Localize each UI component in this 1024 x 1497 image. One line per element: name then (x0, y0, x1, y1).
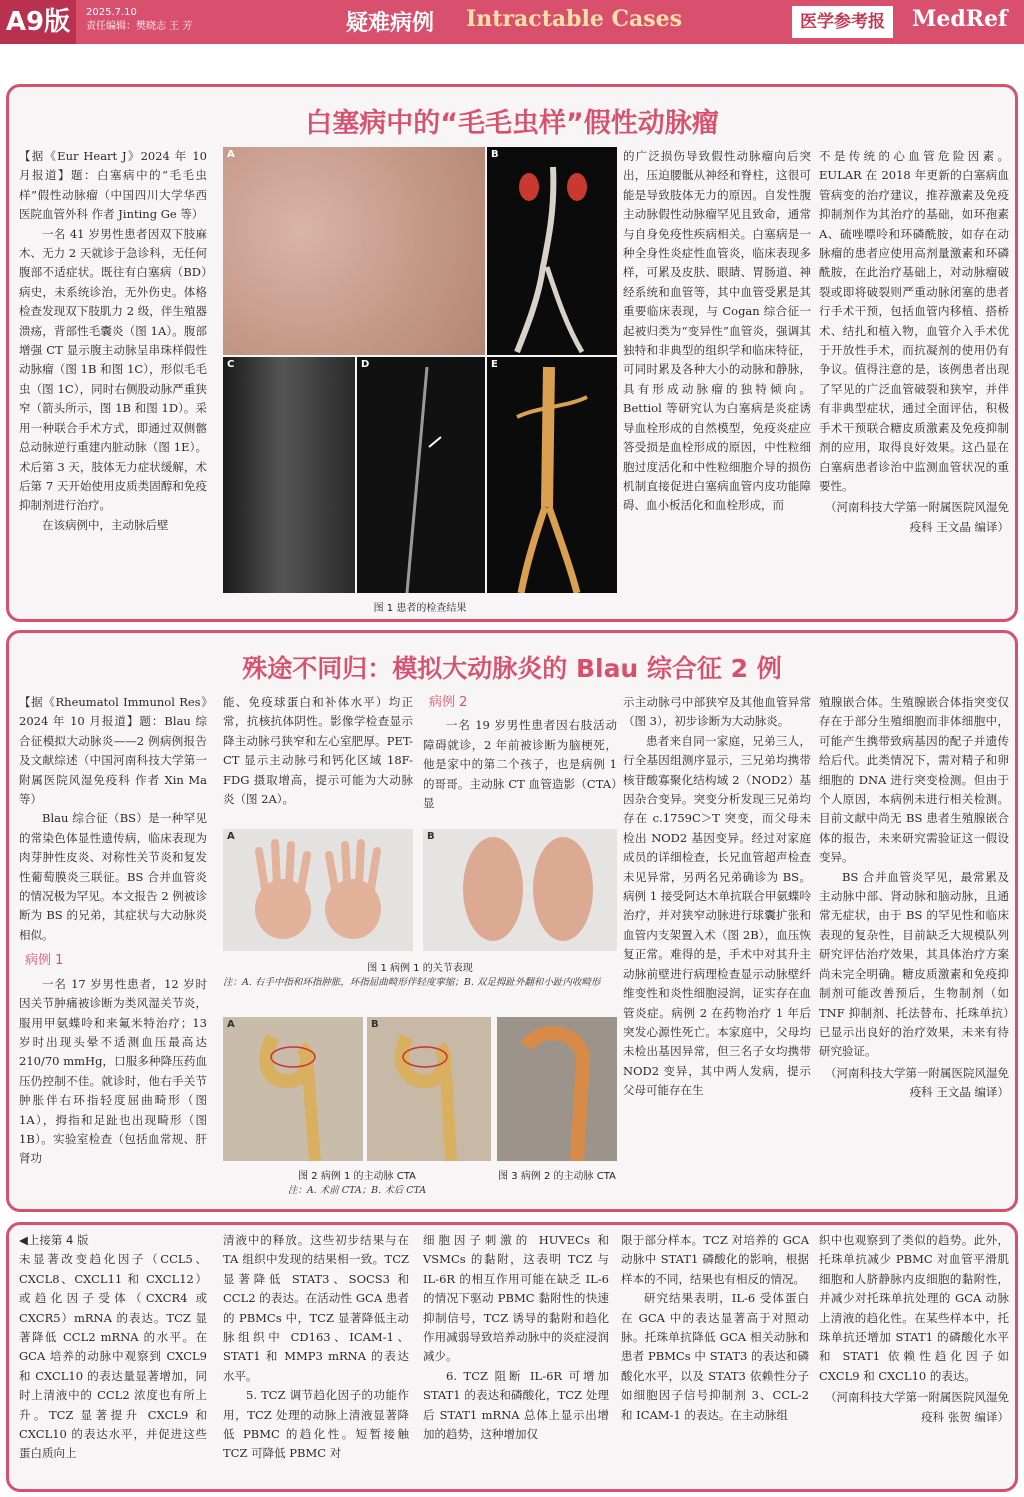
article-1-source: 【据《Eur Heart J》2024 年 10 月报道】题：白塞病中的“毛毛虫样”假性动脉瘤（中国四川大学华西医院血管外科 作者 Jinting Ge 等） (19, 149, 207, 222)
case-1-heading: 病例 1 (25, 953, 64, 969)
aorta-cta-shape (223, 1017, 363, 1161)
fig2-photo-b-postop-cta (367, 1017, 491, 1161)
article-2-col-2: 能、免疫球蛋白和补体水平）均正常，抗核抗体阴性。影像学检查显示降主动脉弓狭窄和左心室肥厚。PET-CT 显示主动脉弓和钙化区域 18F-FDG 摄取增高，提示可能为大动脉炎（图 2A）。 (223, 695, 413, 807)
fig-label: D (361, 359, 370, 370)
article-1-discussion-start: 在该病例中，主动脉后壁 (42, 517, 169, 532)
vessel-shape (357, 357, 485, 593)
section-title-en: Intractable Cases (466, 6, 683, 32)
fig2-caption: 图 2 病例 1 的主动脉 CTA (298, 1171, 416, 1182)
fig1-photo-b-feet (423, 829, 617, 951)
article-2-source: 【据《Rheumatol Immunol Res》2024 年 10 月报道】题：Blau 综合征模拟大动脉炎——2 例病例报告及文献综述（中国河南科技大学第一附属医院风湿免疫科 作者 Xin Ma 等） (19, 695, 207, 807)
fig-label: E (491, 359, 498, 370)
page-number: A9版 (0, 0, 76, 44)
section-title-cn: 疑难病例 (346, 11, 435, 36)
issue-date: 2025.7.10 (86, 7, 137, 18)
article-2-col-5: 殖腺嵌合体。生殖腺嵌合体指突变仅存在于部分生殖细胞而非体细胞中，可能产生携带致病基因的配子并遗传给后代。此类情况下，需对精子和卵细胞的 DNA 进行突变检测。但由于个人原因，本病例未进行相关检测。目前文献中尚无 BS 患者生殖腺嵌合体的报告，未来研究需验证这一假设变异。 BS 合并血管炎罕见，最常累及主动脉中部、肾动脉和脑动脉，且通常无症状，由于 BS 的罕见性和临床表现的复杂性，目前缺乏大规模队列研究评估治疗效果，其具体治疗方案尚未完全明确。糖皮质激素和免疫抑制剂可能改善预后，生物制剂（如 TNF 抑制剂、托法替布、托珠单抗）已显示出良好的治疗效果，未来有待研究验证。 （河南科技大学第一附属医院风湿免疫科 王文晶 编译） (819, 693, 1009, 1205)
continued-article (6, 1222, 1018, 1492)
fig1-photo-d-angiogram (357, 357, 485, 593)
fig3-photo-case2-cta (497, 1017, 617, 1161)
article-2-col-3 (423, 693, 617, 833)
continued-col-5: 织中也观察到了类似的趋势。此外，托珠单抗减少 PBMC 对血管平滑肌细胞和人脐静脉内皮细胞的黏附性，并减少对托珠单抗处理的 GCA 动脉上清液的趋化性。在某些样本中，托珠单抗还增加 STAT1 的磷酸化水平和 STAT1 依赖性趋化因子如 CXCL9 和 CXCL10 的表达。 （河南科技大学第一附属医院风湿免疫科 张贺 编译） (819, 1231, 1009, 1489)
article-1-col-4: 的广泛损伤导致假性动脉瘤向后突出，压迫腰骶从神经和脊柱，这很可能是导致肢体无力的原因。自发性腹主动脉假性动脉瘤罕见且致命，通常与自身免疫性疾病相关。白塞病是一种全身性炎症性血管炎，临床表现多样，可累及皮肤、眼睛、胃肠道、神经系统和血管等，其中血管受累是其重要临床表现，与 Cogan 综合征一起被归类为“变异性”血管炎，强调其独特和非典型的组织学和临床特征，可同时累及各种大小的动脉和静脉，具有形成动脉瘤的独特倾向。Bettiol 等研究认为白塞病是炎症诱导血栓形成的自然模型，免疫炎症应答受损是血栓形成的原因，中性粒细胞过度活化和中性粒细胞介导的损伤机制直接促进白塞病血管内皮功能障碍、血小板活化和血栓形成，而 (623, 149, 811, 513)
page-header (0, 0, 1024, 44)
article-2-title: 殊途不同归：模拟大动脉炎的 Blau 综合征 2 例 (242, 654, 782, 683)
reconstruction-shape (487, 357, 617, 593)
fig2-photo-a-preop-cta (223, 1017, 363, 1161)
aorta-cta-shape (367, 1017, 491, 1161)
case-1-text: 一名 17 岁男性患者，12 岁时因关节肿痛被诊断为类风湿关节炎，服用甲氨蝶呤和来氟米特治疗；13 岁时出现头晕不适测血压最高达 210/70 mmHg，口服多种降压药血压仍控制不佳。就诊时，他右手关节肿胀伴右环指轻度屈曲畸形（图 1A），拇指和足趾也出现畸形（图 1B）。实验室检查（包括血常规、肝肾功 (19, 976, 207, 1166)
fig-label: A (227, 1019, 235, 1030)
editor-credit: 责任编辑：樊晓志 王 芳 (86, 21, 193, 32)
hands-shape (223, 829, 413, 951)
fig-label: B (491, 149, 499, 160)
article-2 (6, 630, 1018, 1212)
fig1-photo-c-ct-sagittal (223, 357, 355, 593)
continued-col-3: 细胞因子刺激的 HUVECs 和 VSMCs 的黏附，这表明 TCZ 与 IL-6R 的相互作用可能在缺乏 IL-6 的情况下驱动 PBMC 黏附性的快速抑制信号，TCZ 诱导的黏附和趋化作用减弱导致培养动脉中的炎症浸润减少。 6. TCZ 阻断 IL-6R 可增加 STAT1 的表达和磷酸化，TCZ 处理后 STAT1 mRNA 总体上显示出增加的趋势，这种增加仅 (423, 1233, 609, 1442)
fig1-photo-b-ct-3d (487, 147, 617, 355)
continued-signature: （河南科技大学第一附属医院风湿免疫科 张贺 编译） (825, 1390, 1009, 1424)
fig-label: B (427, 831, 435, 842)
article-2-col-4: 示主动脉弓中部狭窄及其他血管异常（图 3），初步诊断为大动脉炎。 患者来自同一家庭，兄弟三人，行全基因组测序显示，三兄弟均携带核苷酸寡聚化结构域 2（NOD2）基因杂合变异。突变分析发现三兄弟均存在 c.1759C＞T 突变，而父母未检出 NOD2 基因变异。经过对家庭成员的详细检查，长兄血管超声检查未见异常，另两名兄弟确诊为 BS。病例 1 接受阿达木单抗联合甲氨蝶呤治疗，并对狭窄动脉进行球囊扩张和血管内支架置入术（图 2B），血压恢复正常。难得的是，手术中对其升主动脉前壁进行病理检查显示动脉壁纤维变性和炎性细胞浸润，证实存在血管炎症。病例 2 在药物治疗 1 年后突发心源性死亡。本家庭中，父母均未检出基因异常，但三名子女均携带 NOD2 变异，其中两人发病，提示父母可能存在生 (623, 695, 811, 1098)
brand-name-en: MedRef (912, 6, 1008, 32)
continued-col-2: 清液中的释放。这些初步结果与在 TA 组织中发现的结果相一致。TCZ 显著降低 STAT3、SOCS3 和 CCL2 的表达。在活动性 GCA 患者的 PBMCs 中，TCZ 显著降低主动脉组织中 CD163、ICAM-1、STAT1 和 MMP3 mRNA 的表达水平。 5. TCZ 调节趋化因子的功能作用，TCZ 处理的动脉上清液显著降低 PBMC 的趋化性。短暂接触 TCZ 可降低 PBMC 对 (223, 1233, 409, 1461)
article-1 (6, 84, 1018, 622)
continued-col-4: 限于部分样本。TCZ 对培养的 GCA 动脉中 STAT1 磷酸化的影响，根据样本的不同，结果也有相反的情况。 研究结果表明，IL-6 受体蛋白在 GCA 中的表达显著高于对照动脉。托珠单抗降低 GCA 相关动脉和患者 PBMCs 中 STAT3 的表达和磷酸化水平，以及 STAT3 依赖性分子如细胞因子信号抑制剂 3、CCL-2 和 ICAM-1 的表达。在主动脉组 (621, 1233, 809, 1422)
aorta-3d-shape (487, 147, 617, 355)
fig1-caption: 图 1 病例 1 的关节表现 (367, 963, 473, 974)
article-1-case: 一名 41 岁男性患者因双下肢麻木、无力 2 天就诊于急诊科，无任何腹部不适症状。既往有白塞病（BD）病史，未系统诊治，无外伤史。体格检查发现双下肢肌力 2 级，伴生殖器溃疡，背部性毛囊炎（图 1A）。腹部增强 CT 显示腹主动脉呈串珠样假性动脉瘤（图 1B 和图 1C），形似毛毛虫（图 1C），同时右侧股动脉严重狭窄（箭头所示，图 1B 和图 1D）。采用一种联合手术方式，即通过双侧髂总动脉逆行重建内脏动脉（图 1E）。术后第 3 天，肢体无力症状缓解，术后第 7 天开始使用皮质类固醇和免疫抑制剂进行治疗。 (19, 226, 207, 513)
fig-label: C (227, 359, 235, 370)
article-2-col-1 (19, 693, 207, 1205)
header-meta (86, 6, 192, 34)
article-1-col-1 (19, 147, 207, 617)
brand-name-cn: 医学参考报 (792, 6, 893, 38)
fig-label: A (227, 831, 235, 842)
fig2-note: 注：A. 术前 CTA；B. 术后 CTA (287, 1185, 427, 1196)
article-2-signature: （河南科技大学第一附属医院风湿免疫科 王文晶 编译） (825, 1065, 1009, 1100)
continued-col-1: ◀上接第 4 版 未显著改变趋化因子（CCL5、CXCL8、CXCL11 和 CXCL12）或趋化因子受体（CXCR4 或 CXCR5）mRNA 的表达。TCZ 显著降低 CCL2 mRNA 的水平。在 GCA 培养的动脉中观察到 CXCL9 和 CXCL10 的表达量显著增加，同时上清液中的 CCL2 浓度也有所上升。TCZ 显著提升 CXCL9 和 CXCL10 的表达水平，并促进这些蛋白质向上 (19, 1233, 207, 1461)
continued-from-tag: ◀上接第 4 版 (19, 1233, 89, 1247)
article-1-signature: （河南科技大学第一附属医院风湿免疫科 王文晶 编译） (825, 500, 1009, 534)
aorta-cta-shape (497, 1017, 617, 1161)
case-2-text: 一名 19 岁男性患者因右肢活动障碍就诊，2 年前被诊断为脑梗死，他是家中的第二个孩子，也是病例 1 的哥哥。主动脉 CT 血管造影（CTA）显 (423, 718, 617, 811)
case-2-heading: 病例 2 (429, 695, 468, 710)
article-2-intro: Blau 综合征（BS）是一种罕见的常染色体显性遗传病，临床表现为肉芽肿性皮炎、对称性关节炎和复发性葡萄膜炎三联征。BS 合并血管炎的情况极为罕见。本文报告 2 例被诊断为 BS 的兄弟，其症状与大动脉炎相似。 (19, 811, 207, 942)
fig1-photo-e-reconstruction (487, 357, 617, 593)
fig-label: B (371, 1019, 379, 1030)
feet-shape (423, 829, 617, 951)
article-1-title: 白塞病中的“毛毛虫样”假性动脉瘤 (305, 108, 719, 139)
fig-label: A (227, 149, 235, 160)
article-1-col-5: 不是传统的心血管危险因素。EULAR 在 2018 年更新的白塞病血管病变的治疗建议，推荐激素及免疫抑制剂作为其治疗的基础，如环孢素 A、硫唑嘌呤和环磷酰胺，如存在动脉瘤的患者应使用高剂量激素和环磷酰胺，在此治疗基础上，对动脉瘤破裂或即将破裂则严重动脉闭塞的患者行手术干预，包括血管内移植、搭桥术、结扎和植入物，血管介入手术优于开放性手术，而抗凝剂的使用仍有争议。值得注意的是，该例患者出现了罕见的广泛血管破裂和狭窄，并伴有非典型症状，通过全面评估，积极手术干预联合糖皮质激素及免疫抑制剂的应用，取得良好效果。这凸显在白塞病患者诊治中监测血管状况的重要性。 （河南科技大学第一附属医院风湿免疫科 王文晶 编译） (819, 147, 1009, 617)
fig1-caption: 图 1 患者的检查结果 (373, 603, 467, 614)
fig1-photo-a-hands (223, 829, 413, 951)
fig1-note: 注：A. 右手中指和环指肿胀，环指屈曲畸形伴轻度挛缩；B. 双足拇趾外翻和小趾内收畸形 (223, 977, 601, 988)
fig3-caption: 图 3 病例 2 的主动脉 CTA (498, 1171, 616, 1182)
fig1-photo-a-back-skin (223, 147, 485, 355)
